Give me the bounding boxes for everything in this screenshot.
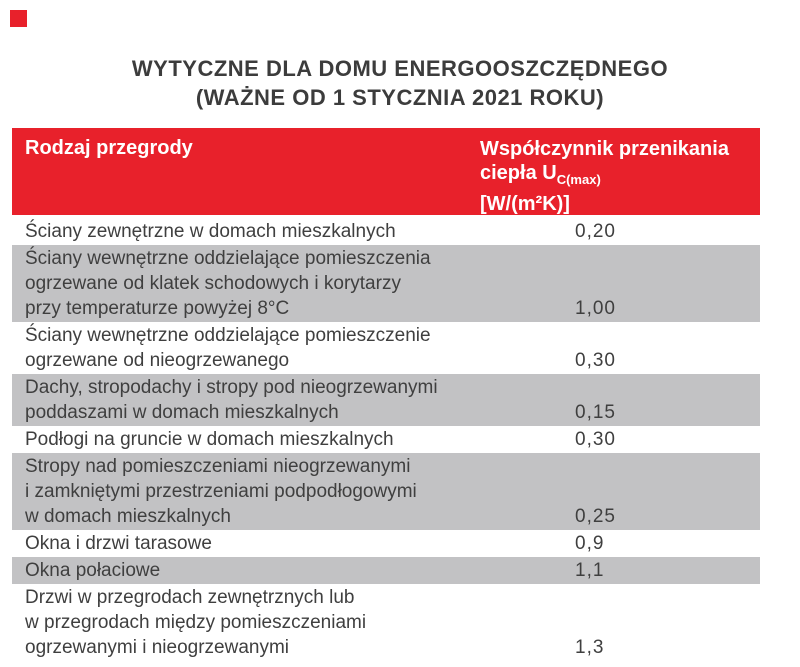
row-label-line: Okna i drzwi tarasowe (25, 533, 212, 554)
page-title-line1: WYTYCZNE DLA DOMU ENERGOOSZCZĘDNEGO (131, 56, 669, 81)
row-label-line: Drzwi w przegrodach zewnętrznych lub (25, 587, 355, 608)
header-col2-line2-subscript: C(max) (556, 172, 601, 187)
row-label-line: Ściany zewnętrzne w domach mieszkalnych (25, 221, 396, 242)
table-row (12, 557, 760, 584)
row-value: 1,3 (575, 637, 605, 658)
row-label-line: ogrzewanymi i nieogrzewanymi (25, 637, 289, 658)
table-row (12, 218, 760, 245)
table-header (12, 128, 760, 215)
guidelines-table (12, 128, 760, 661)
red-square-accent (10, 10, 27, 27)
header-col-u-coefficient (480, 137, 729, 216)
row-value: 0,30 (575, 350, 616, 371)
table-body (12, 218, 760, 661)
row-label (25, 531, 760, 556)
table-row (12, 530, 760, 557)
row-label-line: i zamkniętymi przestrzeniami podpodłogowymi (25, 481, 417, 502)
row-label-line: Okna połaciowe (25, 560, 161, 581)
row-label-line: w domach mieszkalnych (25, 506, 231, 527)
row-label-line: w przegrodach między pomieszczeniami (25, 612, 367, 633)
row-label-line: przy temperaturze powyżej 8°C (25, 298, 290, 319)
table-row (12, 322, 760, 374)
row-label-line: poddaszami w domach mieszkalnych (25, 402, 339, 423)
table-row (12, 245, 760, 322)
row-value: 0,25 (575, 506, 616, 527)
row-label (25, 219, 760, 244)
row-label (25, 246, 760, 321)
page-title (0, 54, 800, 112)
row-value: 1,00 (575, 298, 616, 319)
table-row (12, 426, 760, 453)
table-row (12, 584, 760, 661)
table-row (12, 374, 760, 426)
row-label-line: Stropy nad pomieszczeniami nieogrzewanymi (25, 456, 411, 477)
header-col2-line2-prefix: ciepła U (480, 162, 557, 184)
row-label (25, 585, 760, 660)
table-row (12, 453, 760, 530)
row-value: 0,15 (575, 402, 616, 423)
page-title-line2: (WAŻNE OD 1 STYCZNIA 2021 ROKU) (195, 85, 605, 110)
header-col2-line2 (480, 161, 729, 192)
row-label (25, 375, 760, 425)
row-label-line: Podłogi na gruncie w domach mieszkalnych (25, 429, 394, 450)
row-value: 1,1 (575, 560, 605, 581)
row-label-line: Ściany wewnętrzne oddzielające pomieszczenia (25, 248, 431, 269)
row-label-line: ogrzewane od klatek schodowych i korytarzy (25, 273, 401, 294)
row-label-line: Ściany wewnętrzne oddzielające pomieszczenie (25, 325, 431, 346)
row-label-line: ogrzewane od nieogrzewanego (25, 350, 290, 371)
row-label (25, 427, 760, 452)
row-label-line: Dachy, stropodachy i stropy pod nieogrzewanymi (25, 377, 438, 398)
row-label (25, 323, 760, 373)
header-col-partition-type: Rodzaj przegrody (25, 137, 193, 159)
row-value: 0,30 (575, 429, 616, 450)
header-col2-line3: [W/(m²K)] (480, 193, 570, 215)
row-value: 0,20 (575, 221, 616, 242)
row-value: 0,9 (575, 533, 605, 554)
header-col2-line1: Współczynnik przenikania (480, 138, 729, 160)
row-label (25, 558, 760, 583)
row-label (25, 454, 760, 529)
